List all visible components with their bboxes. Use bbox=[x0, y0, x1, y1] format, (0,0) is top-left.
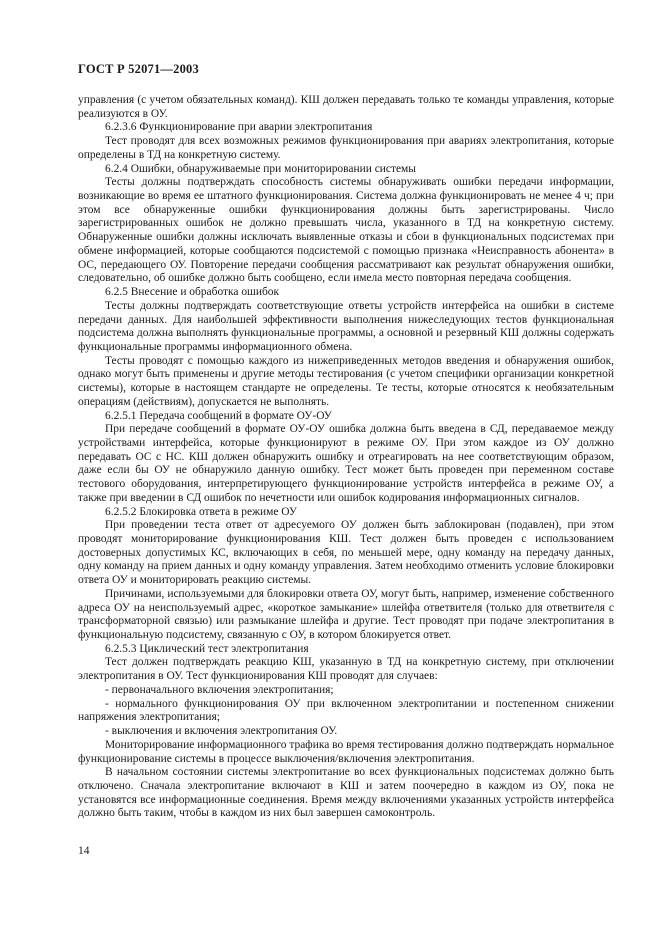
section-heading: 6.2.4 Ошибки, обнаруживаемые при мониторировании системы bbox=[105, 162, 416, 175]
paragraph: Мониторирование информационного трафика во время тестирования должно подтверждать нормальное функционирование системы в процессе выключения/включения электропитания. bbox=[78, 738, 614, 765]
section-heading: 6.2.3.6 Функционирование при аварии электропитания bbox=[105, 121, 373, 134]
section-heading: 6.2.5 Внесение и обработка ошибок bbox=[105, 286, 280, 299]
paragraph: - первоначального включения электропитания; bbox=[105, 683, 334, 696]
section-heading: 6.2.5.2 Блокировка ответа в режиме ОУ bbox=[105, 505, 298, 518]
section-heading: 6.2.5.1 Передача сообщений в формате ОУ-ОУ bbox=[105, 409, 332, 422]
paragraph: управления (с учетом обязательных команд). КШ должен передавать только те команды управления, которые реализуются в ОУ. bbox=[78, 94, 614, 120]
document-header: ГОСТ Р 52071—2003 bbox=[78, 62, 199, 76]
paragraph: Тест должен подтверждать реакцию КШ, указанную в ТД на конкретную систему, при отключении электропитания в ОУ. Тест функционирования КШ проводят для случаев: bbox=[78, 656, 614, 683]
paragraph: - нормального функционирования ОУ при включенном электропитании и постепенном снижении напряжения электропитания; bbox=[78, 697, 614, 724]
paragraph: Тесты должны подтверждать соответствующие ответы устройств интерфейса на ошибки в системе передачи данных. Для наибольшей эффективности выполнения нижеследующих тестов функциональная подсистема должна выполнять функциональные программы, а основной и резервный КШ должны содержать функциональные программы информационного обмена. bbox=[78, 299, 614, 353]
section-heading: 6.2.5.3 Циклический тест электропитания bbox=[105, 642, 309, 655]
paragraph: Тест проводят для всех возможных режимов функционирования при авариях электропитания, которые определены в ТД на конкретную систему. bbox=[78, 135, 614, 161]
paragraph: При передаче сообщений в формате ОУ-ОУ ошибка должна быть введена в СД, передаваемое между устройствами интерфейса, которые функционируют в режиме ОУ. При этом каждое из ОУ должно передавать ОС с НС. КШ должен обнаружить ошибку и отреагировать на нее соответствующим образом, даже если бы ОУ не обнаружило данную ошибку. Тест может быть проведен при переменном составе тестового оборудования, интерпретирующего функционирование устройств интерфейса в режиме ОУ, а также при введении в СД ошибок по нечетности или ошибок кодирования информационных сигналов. bbox=[78, 423, 614, 504]
paragraph: Причинами, используемыми для блокировки ответа ОУ, могут быть, например, изменение собственного адреса ОУ на неиспользуемый адрес, «короткое замыкание» шлейфа ответвителя (только для ответвителя с трансформаторной связью) или размыкание шлейфа и другие. Тест проводят при подаче электропитания в функциональную подсистему, связанную с ОУ, в котором блокируется ответ. bbox=[78, 587, 614, 642]
page-number: 14 bbox=[78, 845, 90, 857]
paragraph: При проведении теста ответ от адресуемого ОУ должен быть заблокирован (подавлен), при этом проводят мониторирование функционирования КШ. Тест должен быть проведен с использованием достоверных допустимых КС, включающих в себя, по меньшей мере, одну команду на передачу данных, одну команду на прием данных и одну команду управления. Затем необходимо отменить условие блокировки ответа ОУ и мониторировать реакцию системы. bbox=[78, 519, 614, 587]
paragraph: Тесты должны подтверждать способность системы обнаруживать ошибки передачи информации, возникающие во время ее штатного функционирования. Система должна функционировать не менее 4 ч; при этом все обнаруженные ошибки функционирования должны быть зарегистрированы. Число зарегистрированных ошибок не должно превышать числа, указанного в ТД на конкретную систему. Обнаруженные ошибки должны исключать выявленные отказы и сбои в функциональных подсистемах при обмене информацией, которые сообщаются подсистемой с помощью признака «Неисправность абонента» в ОС, передающего ОУ. Повторение передачи сообщения рассматривают как результат обнаружения ошибки, следовательно, об ошибке должно быть сообщено, если имела место повторная передача сообщения. bbox=[78, 176, 614, 285]
document-body bbox=[78, 94, 614, 821]
paragraph: Тесты проводят с помощью каждого из нижеприведенных методов введения и обнаружения ошибок, однако могут быть применены и другие методы тестирования (с учетом специфики организации конкретной системы), которые в настоящем стандарте не определены. Те тесты, которые относятся к необязательным операциям (действиям), допускается не выполнять. bbox=[78, 354, 614, 408]
paragraph: В начальном состоянии системы электропитание во всех функциональных подсистемах должно быть отключено. Сначала электропитание включают в КШ и затем поочередно в каждом из ОУ, пока не установятся все информационные соединения. Время между включениями указанных устройств интерфейса должно быть таким, чтобы в каждом из них был завершен самоконтроль. bbox=[78, 766, 614, 820]
paragraph: - выключения и включения электропитания ОУ. bbox=[105, 725, 338, 738]
